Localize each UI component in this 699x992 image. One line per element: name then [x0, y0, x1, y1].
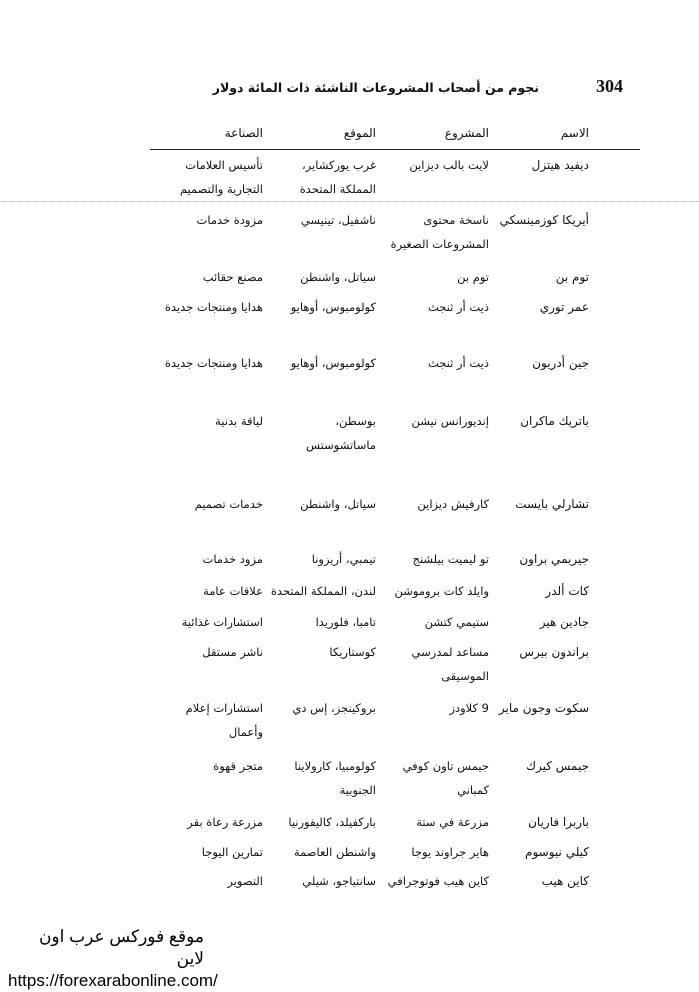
cell-line: استشارات غذائية	[181, 615, 263, 629]
cell-project	[428, 351, 489, 375]
cell-location	[306, 409, 376, 457]
cell-industry	[182, 610, 263, 634]
cell-project	[416, 810, 489, 834]
cell-line: كيلي نيوسوم	[525, 845, 589, 859]
cell-line: كارفيش ديزاين	[417, 497, 489, 511]
cell-name	[515, 492, 589, 516]
cell-line: جيريمي براون	[519, 552, 589, 566]
cell-name	[500, 208, 589, 232]
cell-line: تشارلي بايست	[515, 497, 589, 511]
cell-project	[413, 547, 489, 571]
cell-line: الموسيقى	[441, 669, 489, 683]
cell-name	[532, 351, 589, 375]
cell-line: أيريكا كوزمينسكي	[499, 213, 589, 227]
cell-line: توم بن	[555, 270, 589, 284]
cell-line: متجر قهوة	[213, 759, 263, 773]
scan-dotted-line	[0, 201, 699, 202]
cell-name	[520, 409, 589, 433]
cell-industry	[202, 640, 263, 664]
cell-line: سياتل، واشنطن	[300, 270, 376, 284]
cell-line: ذيت أر ثنجث	[427, 300, 489, 314]
cell-location	[301, 208, 376, 232]
cell-line: كولومبوس، أوهايو	[290, 356, 376, 370]
cell-line: كولومبيا، كارولاينا	[294, 759, 376, 773]
cell-line: مزود خدمات	[202, 552, 263, 566]
cell-line: ناشر مستقل	[202, 645, 263, 659]
cell-name	[528, 810, 589, 834]
cell-line: تأسيس العلامات	[185, 158, 263, 172]
cell-industry	[203, 579, 263, 603]
cell-line: هدايا ومنتجات جديدة	[164, 300, 263, 314]
cell-project	[409, 153, 489, 177]
cell-line: كوستاريكا	[329, 645, 376, 659]
cell-location	[291, 351, 376, 375]
page-number: 304	[596, 76, 623, 96]
cell-project	[411, 840, 489, 864]
cell-line: بوسطن،	[335, 414, 376, 428]
cell-line: كات ألدر	[545, 584, 589, 598]
cell-line: كمباني	[457, 783, 489, 797]
cell-industry	[180, 153, 263, 201]
cell-line: ماساتشوستس	[306, 438, 376, 452]
cell-industry	[187, 810, 263, 834]
cell-line: سياتل، واشنطن	[300, 497, 376, 511]
cell-line: بروكينجز، إس دي	[292, 701, 376, 715]
cell-location	[312, 547, 376, 571]
cell-name	[542, 869, 589, 893]
cell-industry	[195, 492, 263, 516]
cell-line: تمارين اليوجا	[201, 845, 263, 859]
cell-location	[288, 810, 376, 834]
cell-project	[428, 295, 489, 319]
cell-line: تو ليميت بيلشنج	[412, 552, 489, 566]
cell-project	[449, 696, 489, 720]
cell-name	[525, 840, 589, 864]
cell-line: هاير جراوند يوجا	[411, 845, 489, 859]
cell-industry	[186, 696, 263, 744]
cell-line: استشارات إعلام	[185, 701, 263, 715]
cell-line: تيمبي، أريزونا	[311, 552, 376, 566]
cell-industry	[213, 754, 263, 778]
header-location: الموقع	[343, 126, 376, 140]
cell-line: مزودة خدمات	[196, 213, 263, 227]
cell-name	[545, 579, 589, 603]
cell-industry	[203, 265, 263, 289]
cell-line: كاين هيب	[541, 874, 589, 888]
cell-line: لايت بالب ديزاين	[409, 158, 489, 172]
cell-project	[412, 640, 489, 688]
cell-industry	[202, 840, 263, 864]
cell-location	[302, 869, 376, 893]
cell-line: التصوير	[227, 874, 263, 888]
cell-project	[457, 265, 489, 289]
cell-line: المشروعات الصغيرة	[390, 237, 489, 251]
watermark-site-name: موقع فوركس عرب اون لاين	[38, 927, 204, 968]
cell-line: تامبا، فلوريدا	[315, 615, 376, 629]
running-title: نجوم من أصحاب المشروعات الناشئة ذات المائة دولار	[212, 80, 539, 95]
cell-line: هدايا ومنتجات جديدة	[164, 356, 263, 370]
cell-location	[271, 579, 376, 603]
cell-line: براندون بيرس	[519, 645, 589, 659]
watermark	[8, 926, 218, 992]
cell-line: وأعمال	[228, 725, 263, 739]
cell-line: وايلد كات بروموشن	[394, 584, 489, 598]
cell-line: جادين هير	[539, 615, 589, 629]
cell-line: ديفيد هيتزل	[531, 158, 589, 172]
cell-line: ستيمي كتشن	[424, 615, 489, 629]
cell-project	[395, 579, 490, 603]
cell-location	[294, 840, 376, 864]
cell-location	[300, 153, 376, 201]
cell-line: سكوت وجون ماير	[498, 701, 589, 715]
cell-line: مزرعة رعاة بقر	[187, 815, 263, 829]
cell-line: مزرعة في ستة	[416, 815, 489, 829]
header-name: الاسم	[560, 126, 589, 140]
cell-line: خدمات تصميم	[194, 497, 263, 511]
cell-name	[526, 754, 589, 778]
cell-line: لندن، المملكة المتحدة	[270, 584, 376, 598]
cell-location	[329, 640, 376, 664]
cell-line: غرب يوركشاير،	[301, 158, 376, 172]
cell-project	[425, 610, 489, 634]
cell-line: التجارية والتصميم	[179, 182, 263, 196]
cell-line: 9 كلاودز	[449, 701, 489, 715]
cell-industry	[165, 295, 263, 319]
cell-line: باتريك ماكران	[520, 414, 589, 428]
cell-industry	[203, 547, 263, 571]
cell-name	[540, 610, 589, 634]
cell-line: كاين هيب فوتوجرافي	[387, 874, 489, 888]
cell-location	[291, 295, 376, 319]
header-project: المشروع	[444, 126, 489, 140]
cell-location	[316, 610, 376, 634]
cell-name	[540, 295, 589, 319]
cell-line: كولومبوس، أوهايو	[290, 300, 376, 314]
cell-location	[292, 696, 376, 720]
cell-project	[388, 869, 489, 893]
cell-line: جيمس تاون كوفي	[402, 759, 489, 773]
cell-line: إنديورانس نيشن	[411, 414, 489, 428]
cell-line: ذيت أر ثنجث	[427, 356, 489, 370]
cell-name	[556, 265, 589, 289]
cell-project	[403, 754, 489, 802]
cell-line: عمر توري	[539, 300, 589, 314]
cell-line: علاقات عامة	[203, 584, 263, 598]
cell-name	[519, 547, 589, 571]
cell-line: توم بن	[457, 270, 489, 284]
cell-industry	[197, 208, 264, 232]
cell-name	[499, 696, 589, 720]
cell-line: مساعد لمدرسي	[411, 645, 489, 659]
cell-line: واشنطن العاصمة	[293, 845, 376, 859]
cell-line: باربرا فاريان	[528, 815, 589, 829]
cell-line: ناسخة محتوى	[423, 213, 489, 227]
cell-project	[391, 208, 489, 256]
cell-name	[532, 153, 589, 177]
cell-location	[294, 754, 376, 802]
cell-project	[417, 492, 489, 516]
header-industry: الصناعة	[224, 126, 263, 140]
cell-line: ناشفيل، تينيسي	[300, 213, 376, 227]
watermark-url: https://forexarabonline.com/	[8, 971, 218, 990]
cell-line: المملكة المتحدة	[299, 182, 376, 196]
cell-location	[300, 492, 376, 516]
cell-industry	[165, 351, 263, 375]
cell-project	[411, 409, 489, 433]
cell-line: لياقة بدنية	[215, 414, 263, 428]
cell-industry	[227, 869, 263, 893]
cell-name	[519, 640, 589, 664]
cell-line: مصنع حقائب	[202, 270, 263, 284]
cell-line: جين أدريون	[532, 356, 589, 370]
cell-line: باركفيلد، كاليفورنيا	[288, 815, 376, 829]
cell-line: الجنوبية	[339, 783, 376, 797]
cell-line: جيمس كيرك	[526, 759, 589, 773]
cell-location	[300, 265, 376, 289]
cell-line: سانتياجو، شيلي	[302, 874, 376, 888]
cell-industry	[215, 409, 263, 433]
header-rule	[150, 149, 640, 150]
